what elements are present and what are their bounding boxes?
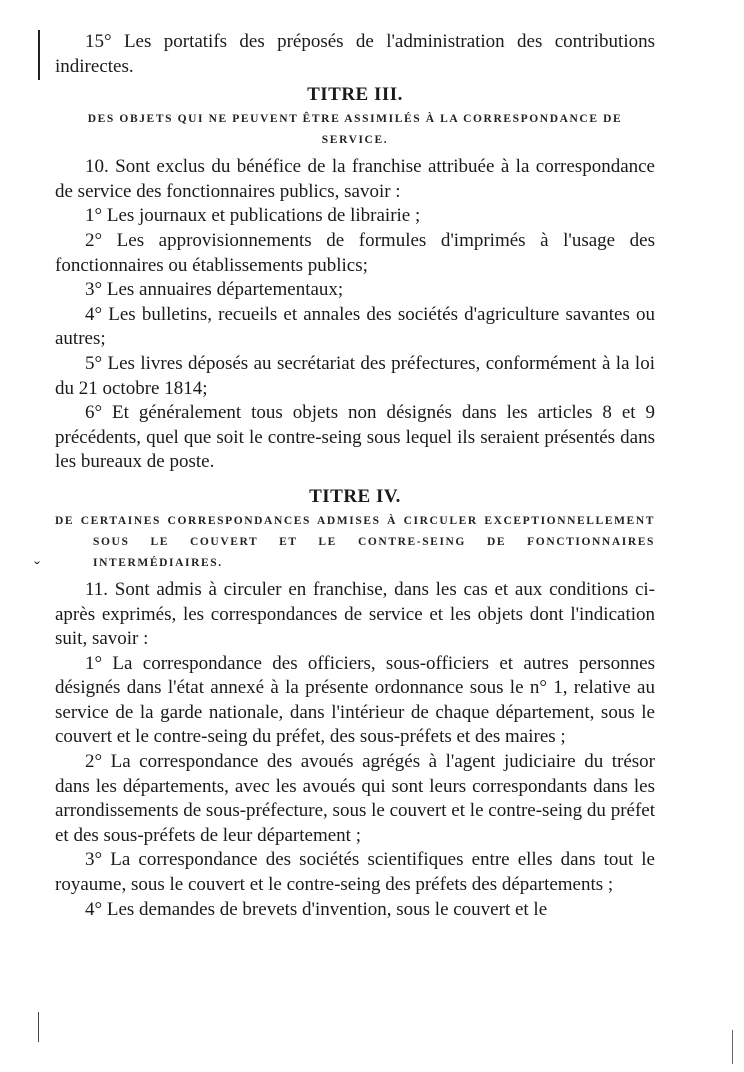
art10-item-1: 1° Les journaux et publications de librairie ; [85,205,421,227]
art10-item-2: 2° Les approvisionnements de formules d'imprimés à l'usage des fonctionnaires ou établissements publics; [55,229,655,276]
titre-iv-subtitle: DE CERTAINES CORRESPONDANCES ADMISES À CIRCULER EXCEPTIONNELLEMENT SOUS LE COUVERT ET LE CONTRE-SEING DE FONCTIONNAIRES INTERMÉDIAIRES. [55,514,655,569]
margin-rule-top [38,30,40,80]
art11-item-4: 4° Les demandes de brevets d'invention, sous le couvert et le [85,898,548,920]
art11-item-3: 3° La correspondance des sociétés scientifiques entre elles dans tout le royaume, sous le couvert et le contre-seing des préfets des départements ; [55,849,655,896]
article-10-paragraph: 10. Sont exclus du bénéfice de la franchise attribuée à la correspondance de service des fonctionnaires publics, savoir : [55,156,655,202]
art10-item-6: 6° Et généralement tous objets non désignés dans les articles 8 et 9 précédents, quel que soit le contre-seing sous lequel ils seraient présentés dans les bureaux de poste. [55,402,655,473]
art11-item-1: 1° La correspondance des officiers, sous-officiers et autres personnes désignés dans l'état annexé à la présente ordonnance sous le n° 1, relative au service de la garde nationale, dans l'intérieur de chaque département, sous le couvert et le contre-seing du préfet, des sous-préfets et des maires ; [55,652,655,748]
titre-iii-subtitle: DES OBJETS QUI NE PEUVENT ÊTRE ASSIMILÉS À LA CORRESPONDANCE DE SERVICE. [87,113,623,147]
article-11-paragraph: 11. Sont admis à circuler en franchise, dans les cas et aux conditions ci-après exprimés, les correspondances de service et les objets dont l'indication suit, savoir : [55,578,655,650]
text-block [55,30,655,922]
titre-iii-heading: TITRE III. [307,84,403,106]
item-15-paragraph: 15° Les portatifs des préposés de l'administration des contributions indirectes. [55,31,655,77]
margin-mark: ˇ [34,558,40,578]
art10-item-4: 4° Les bulletins, recueils et annales des sociétés d'agriculture savantes ou autres; [55,303,655,350]
art10-item-3: 3° Les annuaires départementaux; [85,279,344,301]
margin-rule-bottom [38,1012,39,1042]
titre-iv-heading: TITRE IV. [309,485,401,507]
margin-rule-right [732,1030,733,1064]
art11-item-2: 2° La correspondance des avoués agrégés à l'agent judiciaire du trésor dans les départements, avec les avoués qui sont leurs correspondants dans les arrondissements de sous-préfecture, sous le couvert et le contre-seing du préfet et des sous-préfets de leur département ; [55,751,655,846]
art10-item-5: 5° Les livres déposés au secrétariat des préfectures, conformément à la loi du 21 octobre 1814; [55,352,655,399]
